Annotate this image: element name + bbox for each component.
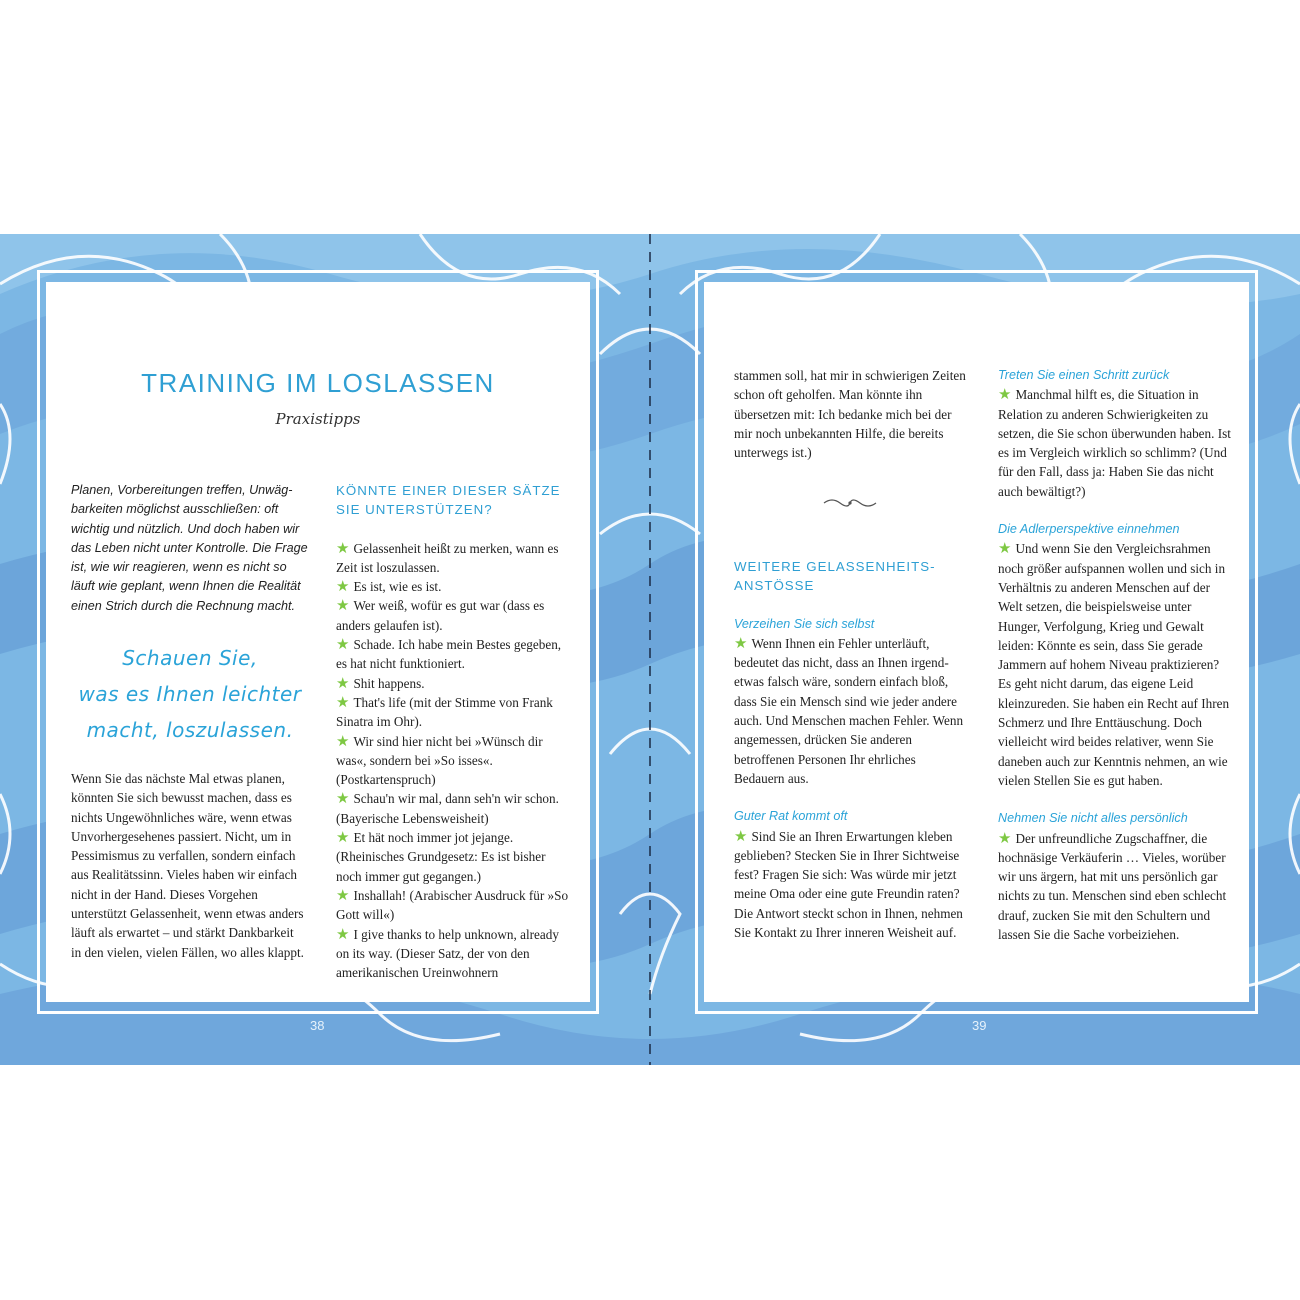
star-icon: ★ bbox=[998, 828, 1012, 847]
heading-line: ANSTÖSSE bbox=[734, 578, 815, 594]
page-number-right: 39 bbox=[972, 1018, 987, 1033]
section-subheading: Nehmen Sie nicht alles persönlich bbox=[998, 811, 1188, 826]
tip-text: Et hät noch immer jot jejange. (Rheinisches Grundgesetz: Es ist bisher noch immer gut gegangen.) bbox=[336, 830, 546, 884]
star-icon: ★ bbox=[336, 789, 350, 808]
tip-item bbox=[336, 674, 572, 693]
tip-text: Inshallah! (Arabischer Ausdruck für »So Gott will«) bbox=[336, 887, 569, 923]
tip-item bbox=[336, 925, 572, 983]
quote-line: macht, loszulassen. bbox=[86, 718, 294, 742]
heading-line: WEITERE GELASSENHEITS- bbox=[734, 559, 936, 574]
tip-section bbox=[998, 366, 1232, 501]
tip-text: That's life (mit der Stimme von Frank Sinatra im Ohr). bbox=[336, 694, 553, 730]
tip-section bbox=[734, 807, 968, 942]
intro-column bbox=[71, 481, 311, 616]
body-column bbox=[71, 769, 305, 962]
star-icon: ★ bbox=[336, 538, 350, 557]
tips-column bbox=[336, 481, 572, 982]
right-column-1 bbox=[734, 366, 968, 462]
tip-item bbox=[336, 886, 572, 925]
section-text bbox=[998, 385, 1232, 501]
section-heading bbox=[734, 557, 968, 596]
section-subheading: Die Adlerperspektive einnehmen bbox=[998, 522, 1180, 537]
section-text bbox=[734, 827, 968, 943]
continuation-text: stammen soll, hat mir in schwierigen Zeiten schon oft geholfen. Man könnte ihn übersetzen mit: Ich bedanke mich bei der mir noch unbekannten Hilfe, die bereits unterwegs ist.) bbox=[734, 368, 966, 461]
section-body: Sind Sie an Ihren Erwartungen kleben geblieben? Stecken Sie in Ihrer Sichtweise fest? Fragen Sie sich: Was würde mir jetzt meine Oma oder eine gute Freundin raten? Die Antwort steckt schon in Ihnen, nehmen Sie Kontakt zu Ihrer inneren Weisheit auf. bbox=[734, 828, 963, 941]
tip-item bbox=[336, 693, 572, 732]
tip-item bbox=[336, 828, 572, 886]
section-text bbox=[998, 829, 1232, 945]
tip-item bbox=[336, 539, 572, 578]
page-subtitle: Praxistipps bbox=[275, 410, 361, 428]
star-icon: ★ bbox=[336, 635, 350, 654]
tip-item bbox=[336, 577, 572, 596]
tip-item bbox=[336, 635, 572, 674]
tip-text: Gelassenheit heißt zu merken, wann es Zeit ist loszulassen. bbox=[336, 540, 559, 575]
star-icon: ★ bbox=[336, 596, 350, 615]
tip-text: Wer weiß, wofür es gut war (dass es anders gelaufen ist). bbox=[336, 598, 545, 633]
tip-text: Shit happens. bbox=[353, 675, 425, 691]
star-icon: ★ bbox=[336, 673, 350, 692]
tip-text: Schade. Ich habe mein Bestes gegeben, es hat nicht funktioniert. bbox=[336, 637, 562, 672]
page-number-left: 38 bbox=[310, 1018, 325, 1033]
page-title: TRAINING IM LOSLASSEN bbox=[141, 368, 495, 398]
section-body: Wenn Ihnen ein Fehler unterläuft, bedeutet das nicht, dass an Ihnen irgendetwas falsch wäre, sondern einfach bloß, dass Sie ein Mensch sind wie jeder andere auch. Und Menschen machen Fehler. Wenn angemessen, drücken Sie anderen betroffenen Personen Ihr ehrliches Bedauern aus. bbox=[734, 635, 964, 786]
star-icon: ★ bbox=[336, 731, 350, 750]
highlight-quote bbox=[60, 640, 320, 748]
section-text bbox=[734, 634, 968, 788]
body-text: Wenn Sie das nächste Mal etwas planen, könnten Sie sich bewusst machen, dass es nichts Ungewöhnliches wäre, wenn etwas Unvorhergesehenes passiert. Nicht, um in Pessimismus zu verfallen, sondern einfach aus Realitätssinn. Vieles haben wir einfach nicht in der Hand. Dieses Vorgehen unterstützt Gelassenheit, wenn etwas anders läuft als erwartet – und stärkt Dankbarkeit in den vielen, vielen Fällen, wo alles klappt. bbox=[71, 771, 304, 960]
heading-line: KÖNNTE EINER DIESER SÄTZE bbox=[336, 483, 561, 498]
star-icon: ★ bbox=[336, 828, 350, 847]
star-icon: ★ bbox=[336, 885, 350, 904]
sections-list bbox=[998, 366, 1232, 944]
section-subheading: Verzeihen Sie sich selbst bbox=[734, 616, 875, 631]
star-icon: ★ bbox=[336, 924, 350, 943]
tip-section bbox=[734, 615, 968, 789]
section-heading bbox=[336, 481, 572, 520]
heading-line: SIE UNTERSTÜTZEN? bbox=[336, 502, 493, 518]
tip-item bbox=[336, 732, 572, 790]
right-column-2 bbox=[998, 366, 1232, 944]
section-body: Der unfreundliche Zugschaffner, die hochnäsige Verkäuferin … Vieles, worüber wir uns ärgern, hat mit uns persönlich gar nichts zu tun. Menschen sind eben schlecht drauf, zucken Sie mit den Schultern und lassen Sie die Sache vorbeiziehen. bbox=[998, 830, 1227, 943]
sections-list bbox=[734, 615, 968, 943]
tip-item bbox=[336, 789, 572, 828]
tip-text: Es ist, wie es ist. bbox=[353, 579, 442, 595]
star-icon: ★ bbox=[734, 633, 748, 652]
star-icon: ★ bbox=[336, 692, 350, 711]
star-icon: ★ bbox=[998, 385, 1012, 404]
star-icon: ★ bbox=[998, 539, 1012, 558]
intro-text: Planen, Vorbereitungen treffen, Unwägbarkeiten möglichst ausschließen: oft wichtig und nützlich. Und doch haben wir das Leben nicht unter Kontrolle. Die Frage ist, wie wir reagieren, wenn es nicht so läuft wie geplant, wenn Ihnen die Realität einen Strich durch die Rechnung macht. bbox=[71, 483, 308, 613]
section-body: Manchmal hilft es, die Situation in Relation zu anderen Schwierigkeiten zu setzen, die Sie schon überwunden haben. Ist es im Vergleich wirklich so schlimm? (Und für den Fall, dass ja: Haben Sie das nicht auch bewältigt?) bbox=[998, 387, 1231, 499]
tips-list bbox=[336, 539, 572, 983]
section-subheading: Treten Sie einen Schritt zurück bbox=[998, 368, 1170, 382]
star-icon: ★ bbox=[734, 826, 748, 845]
quote-line: Schauen Sie, bbox=[122, 646, 258, 670]
tip-text: I give thanks to help unknown, already on its way. (Dieser Satz, der von den amerikanischen Ureinwohnern bbox=[336, 926, 559, 981]
tip-text: Schau'n wir mal, dann seh'n wir schon. (Bayerische Lebensweisheit) bbox=[336, 791, 559, 826]
section-subheading: Guter Rat kommt oft bbox=[734, 809, 848, 824]
right-column-1-sections bbox=[734, 557, 968, 942]
section-text bbox=[998, 539, 1232, 790]
tip-item bbox=[336, 596, 572, 635]
tip-section bbox=[998, 809, 1232, 944]
section-body: Und wenn Sie den Vergleichsrahmen noch größer aufspannen wollen und sich in Verhältnis zu anderen Menschen auf der Welt setzen, die beispielsweise unter Hunger, Verfolgung, Krieg und Gewalt leiden: Könnte es sein, dass Sie gerade Jammern auf hohem Niveau praktizieren? Es geht nicht darum, das eigene Leid kleinzureden. Sie haben ein Recht auf Ihren Schmerz und Ihre Enttäuschung. Doch vielleicht wird beides relativer, wenn Sie daneben auch zur Kenntnis nehmen, an wie vielen Stellen Sie es gut haben. bbox=[998, 541, 1230, 788]
quote-line: was es Ihnen leichter bbox=[78, 682, 302, 706]
tip-section bbox=[998, 520, 1232, 790]
star-icon: ★ bbox=[336, 577, 350, 596]
flourish-ornament bbox=[820, 495, 880, 511]
tip-text: Wir sind hier nicht bei »Wünsch dir was«, sondern bei »So isses«. (Postkartenspruch) bbox=[336, 733, 543, 788]
